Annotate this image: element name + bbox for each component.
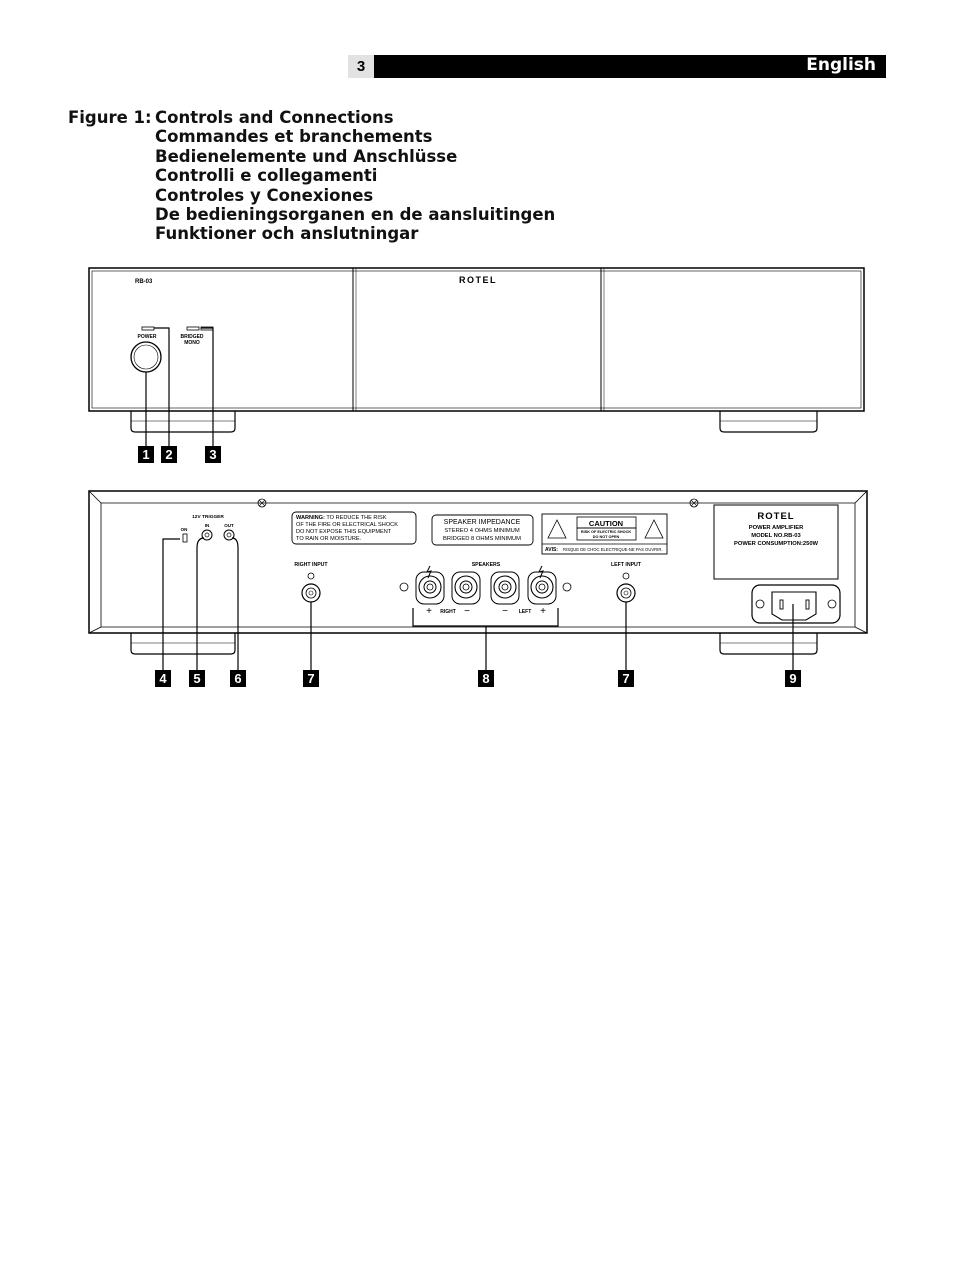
- avis-text: RISQUE DE CHOC ELECTRIQUE-NE PAS OUVRIR.: [563, 547, 663, 552]
- power-led: [142, 327, 154, 330]
- front-brand-logo: ROTEL: [459, 275, 497, 285]
- figure-title-es: Controles y Conexiones: [155, 185, 374, 205]
- warning-line-1: WARNING: TO REDUCE THE RISK: [296, 515, 387, 521]
- speakers-label: SPEAKERS: [471, 562, 501, 568]
- power-label: POWER: [137, 334, 157, 340]
- trigger-label: 12V TRIGGER: [192, 515, 224, 520]
- ac-power-inlet[interactable]: [752, 585, 840, 623]
- rating-line-2: MODEL NO.RB-03: [751, 533, 801, 539]
- impedance-title: SPEAKER IMPEDANCE: [443, 519, 521, 526]
- figure-title-en: Controls and Connections: [155, 108, 394, 127]
- trigger-in-label: IN: [204, 523, 210, 528]
- rear-brand-logo: ROTEL: [757, 511, 795, 522]
- bridged-led: [187, 327, 199, 330]
- bridged-label: BRIDGED: [180, 334, 204, 340]
- svg-text:7: 7: [307, 671, 315, 686]
- speaker-right-plus[interactable]: [419, 576, 441, 598]
- front-panel: [89, 268, 864, 446]
- caution-title: CAUTION: [588, 519, 624, 528]
- trigger-on-label: ON: [180, 527, 188, 532]
- svg-text:9: 9: [789, 671, 797, 686]
- svg-text:7: 7: [622, 671, 630, 686]
- svg-text:1: 1: [142, 447, 150, 462]
- right-input-label: RIGHT INPUT: [294, 562, 328, 568]
- figure-title-de: Bedienelemente und Anschlüsse: [155, 146, 458, 166]
- svg-text:8: 8: [482, 671, 490, 686]
- svg-text:4: 4: [159, 671, 167, 686]
- page-number: 3: [348, 55, 374, 78]
- rating-line-3: POWER CONSUMPTION:250W: [733, 541, 819, 547]
- right-label: RIGHT: [440, 609, 456, 615]
- warning-line-3: DO NOT EXPOSE THIS EQUIPMENT: [296, 529, 392, 535]
- speaker-left-minus[interactable]: [494, 576, 516, 598]
- svg-text:3: 3: [209, 447, 217, 462]
- rating-line-1: POWER AMPLIFIER: [748, 525, 804, 531]
- left-input-jack[interactable]: [617, 584, 635, 602]
- figure-title-fr: Commandes et branchements: [155, 127, 433, 147]
- left-minus-sign: −: [502, 606, 508, 617]
- speaker-right-minus[interactable]: [455, 576, 477, 598]
- left-plus-sign: +: [540, 606, 546, 617]
- left-input-label: LEFT INPUT: [611, 562, 641, 568]
- impedance-line-1: STEREO 4 OHMS MINIMUM: [444, 528, 520, 534]
- warning-line-2: OF THE FIRE OR ELECTRICAL SHOCK: [296, 522, 398, 528]
- warning-line-4: TO RAIN OR MOISTURE.: [296, 536, 362, 542]
- trigger-out-label: OUT: [224, 523, 234, 528]
- svg-text:5: 5: [193, 671, 201, 686]
- figure-title-nl: De bedieningsorganen en de aansluitingen: [155, 205, 556, 225]
- right-input-jack[interactable]: [302, 584, 320, 602]
- impedance-line-2: BRIDGED 8 OHMS MINIMUM: [443, 536, 521, 542]
- figure-label: Figure 1:: [68, 108, 152, 127]
- right-minus-sign: −: [464, 606, 470, 617]
- right-plus-sign: +: [426, 606, 432, 617]
- avis-label: AVIS:: [545, 547, 558, 553]
- front-callouts: [138, 446, 221, 463]
- trigger-switch[interactable]: [183, 534, 187, 542]
- svg-text:2: 2: [165, 447, 173, 462]
- rear-callouts: [155, 670, 801, 687]
- left-label: LEFT: [518, 609, 532, 615]
- speaker-left-plus[interactable]: [531, 576, 553, 598]
- caution-line-1: RISK OF ELECTRIC SHOCK: [580, 530, 632, 534]
- svg-text:6: 6: [234, 671, 242, 686]
- front-model-label: RB-03: [135, 279, 153, 285]
- figure-title-it: Controlli e collegamenti: [155, 166, 378, 186]
- figure-title-sv: Funktioner och anslutningar: [155, 224, 419, 244]
- mono-label: MONO: [184, 340, 200, 346]
- language-label: English: [806, 55, 876, 75]
- power-button[interactable]: [131, 342, 161, 372]
- caution-line-2: DO NOT OPEN: [592, 535, 620, 539]
